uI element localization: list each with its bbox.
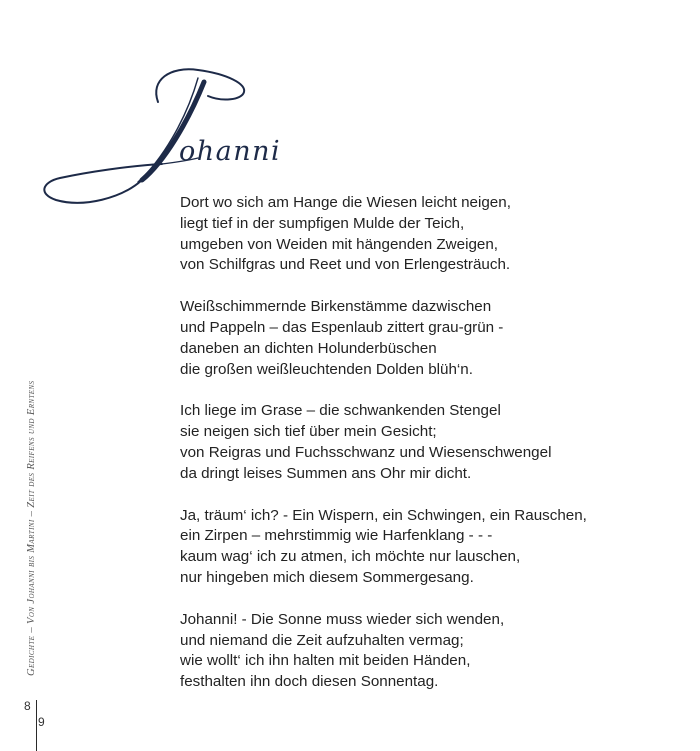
poem-line: Ja, träum‘ ich? - Ein Wispern, ein Schwingen, ein Rauschen,: [180, 506, 587, 524]
poem-line: ein Zirpen – mehrstimmig wie Harfenklang - - -: [180, 527, 493, 545]
title-text: ohanni: [179, 136, 282, 167]
poem-line: von Reigras und Fuchsschwanz und Wiesenschwengel: [180, 443, 552, 461]
poem-line: festhalten ihn doch diesen Sonnentag.: [180, 673, 439, 691]
poem-line: umgeben von Weiden mit hängenden Zweigen,: [180, 235, 499, 253]
poem-body: [180, 193, 640, 714]
poem-line: daneben an dichten Holunderbüschen: [180, 339, 437, 357]
poem-title: [38, 62, 298, 212]
poem-line: Ich liege im Grase – die schwankenden Stengel: [180, 402, 501, 420]
page-number-left: 8: [24, 699, 31, 713]
stanza-1: [180, 193, 640, 276]
side-caption: Gedichte – Von Johanni bis Martini – Zeit des Reifens und Erntens: [26, 380, 37, 676]
poem-line: Weißschimmernde Birkenstämme dazwischen: [180, 298, 492, 316]
poem-line: kaum wag‘ ich zu atmen, ich möchte nur lauschen,: [180, 548, 521, 566]
poem-line: von Schilfgras und Reet und von Erlengesträuch.: [180, 256, 511, 274]
stanza-4: [180, 506, 640, 589]
page-number-right: 9: [38, 715, 45, 729]
poem-line: Johanni! - Die Sonne muss wieder sich wenden,: [180, 610, 505, 628]
page-gutter-divider: [36, 700, 37, 751]
stanza-5: [180, 610, 640, 693]
poem-line: da dringt leises Summen ans Ohr mir dicht.: [180, 464, 472, 482]
poem-line: und niemand die Zeit aufzuhalten vermag;: [180, 631, 464, 649]
poem-line: liegt tief in der sumpfigen Mulde der Teich,: [180, 214, 465, 232]
stanza-3: [180, 401, 640, 484]
poem-line: nur hingeben mich diesem Sommergesang.: [180, 568, 474, 586]
poem-line: wie wollt‘ ich ihn halten mit beiden Händen,: [180, 652, 471, 670]
poem-line: und Pappeln – das Espenlaub zittert grau-grün -: [180, 318, 504, 336]
stanza-2: [180, 297, 640, 380]
poem-line: sie neigen sich tief über mein Gesicht;: [180, 423, 437, 441]
poem-line: Dort wo sich am Hange die Wiesen leicht neigen,: [180, 194, 511, 211]
poem-line: die großen weißleuchtenden Dolden blüh‘n.: [180, 360, 473, 378]
